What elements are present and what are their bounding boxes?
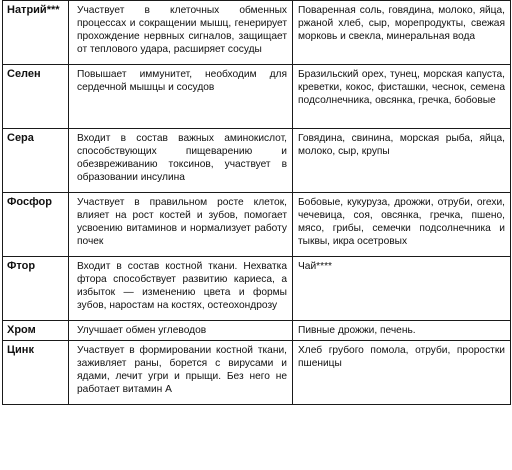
element-sources: Говядина, свинина, морская рыба, яйца, молоко, сыр, крупы	[293, 129, 511, 193]
element-sources: Чай****	[293, 257, 511, 321]
table-row	[3, 193, 511, 257]
element-name: Фтор	[3, 257, 69, 321]
table-row	[3, 1, 511, 65]
element-function: Участвует в правильном росте клеток, влияет на рост костей и зубов, помогает усвоению витаминов и нормализует работу почек	[69, 193, 293, 257]
element-name: Хром	[3, 321, 69, 341]
table-row	[3, 65, 511, 129]
element-sources: Бобовые, кукуруза, дрожжи, отруби, orехи, чечевица, соя, овсянка, гречка, пшено, мясо, грибы, семечки подсолнечника и тыквы, икра осетровых	[293, 193, 511, 257]
table-row	[3, 341, 511, 405]
element-name: Цинк	[3, 341, 69, 405]
table-row	[3, 321, 511, 341]
element-sources: Хлеб грубого помола, отруби, проростки пшеницы	[293, 341, 511, 405]
element-name: Сера	[3, 129, 69, 193]
element-sources: Бразильский орех, тунец, морская капуста, креветки, кокос, фисташки, чеснок, семена подсолнечника, овсянка, гречка, бобовые	[293, 65, 511, 129]
element-name: Селен	[3, 65, 69, 129]
element-function: Участвует в формировании костной ткани, заживляет раны, борется с вирусами и ядами, лечит угри и прыщи. Без него не работает витамин А	[69, 341, 293, 405]
table-row	[3, 257, 511, 321]
element-function: Входит в состав важных аминокислот, способствующих пищеварению и обезвреживанию токсинов, участвует в образовании инсулина	[69, 129, 293, 193]
minerals-table	[2, 0, 511, 405]
element-name: Натрий***	[3, 1, 69, 65]
element-function: Участвует в клеточных обменных процессах и сокращении мышц, генерирует прохождение нервных сигналов, защищает от теплового удара, расширяет сосуды	[69, 1, 293, 65]
element-sources: Поваренная соль, говядина, молоко, яйца, ржаной хлеб, сыр, морепродукты, свежая морковь и свекла, минеральная вода	[293, 1, 511, 65]
element-sources: Пивные дрожжи, печень.	[293, 321, 511, 341]
element-name: Фосфор	[3, 193, 69, 257]
element-function: Улучшает обмен углеводов	[69, 321, 293, 341]
element-function: Входит в состав костной ткани. Нехватка фтора способствует развитию кариеса, а избыток — изменению цвета и формы зубов, наростам на костях, остеохондрозу	[69, 257, 293, 321]
table-row	[3, 129, 511, 193]
element-function: Повышает иммунитет, необходим для сердечной мышцы и сосудов	[69, 65, 293, 129]
